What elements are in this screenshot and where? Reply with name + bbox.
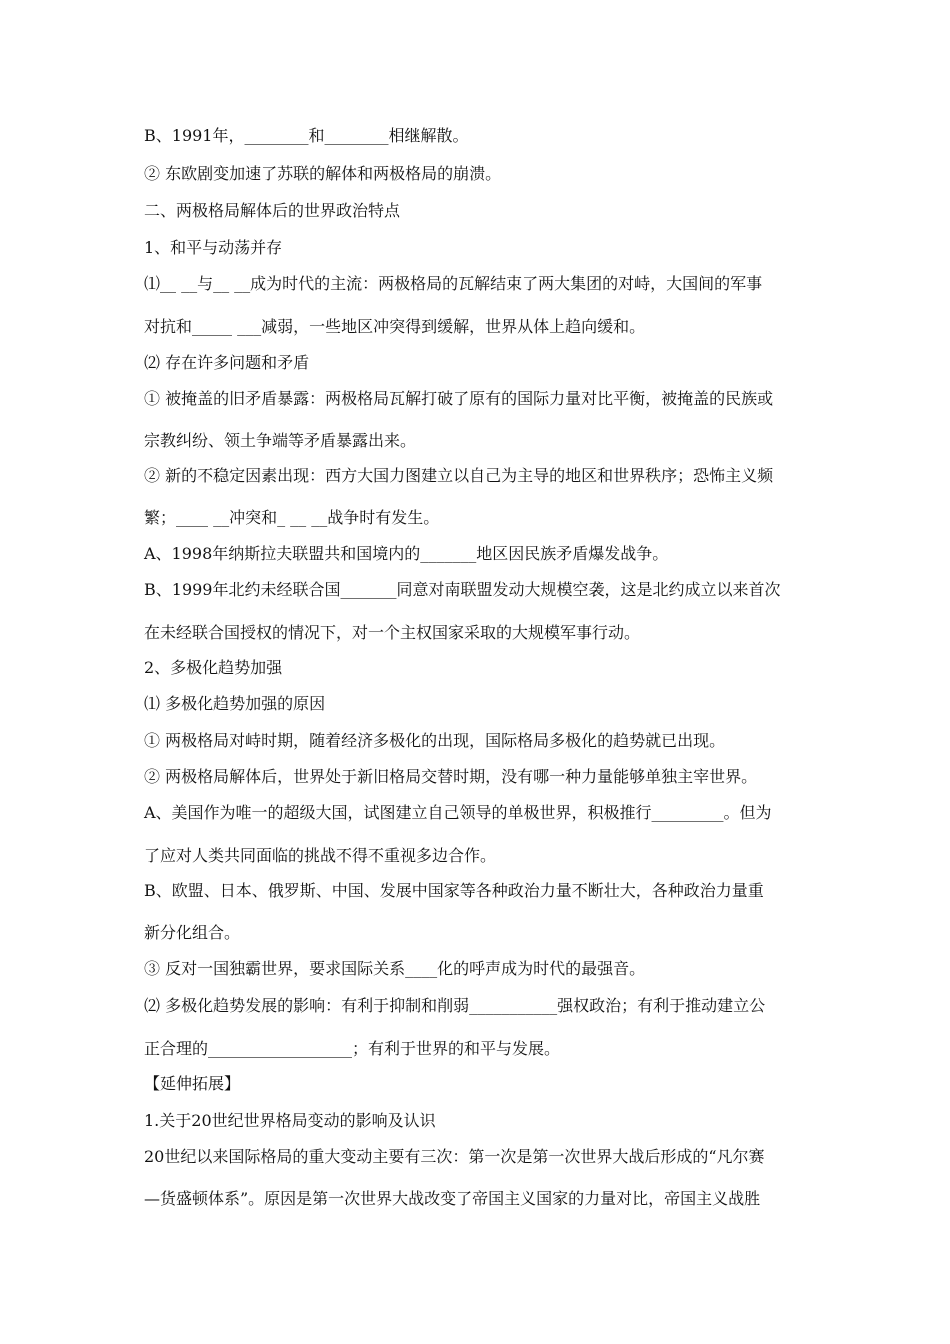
text-line: 对抗和_____ ___减弱，一些地区冲突得到缓解，世界从体上趋向缓和。	[144, 317, 646, 336]
text-line: B、1991年，________和________相继解散。	[144, 126, 469, 145]
text-line: 新分化组合。	[144, 923, 241, 942]
text-line: ② 新的不稳定因素出现：西方大国力图建立以自己为主导的地区和世界秩序；恐怖主义频	[144, 466, 774, 485]
text-line: 在未经联合国授权的情况下，对一个主权国家采取的大规模军事行动。	[144, 623, 641, 642]
subsection-heading: 1.关于20世纪世界格局变动的影响及认识	[144, 1111, 436, 1130]
section-heading: 二、两极格局解体后的世界政治特点	[144, 201, 401, 220]
text-line: 20世纪以来国际格局的重大变动主要有三次：第一次是第一次世界大战后形成的“凡尔赛	[144, 1147, 765, 1166]
text-line: 了应对人类共同面临的挑战不得不重视多边合作。	[144, 846, 497, 865]
section-heading: 【延伸拓展】	[144, 1074, 241, 1093]
text-line: ② 两极格局解体后，世界处于新旧格局交替时期，没有哪一种力量能够单独主宰世界。	[144, 767, 758, 786]
text-line: ③ 反对一国独霸世界，要求国际关系____化的呼声成为时代的最强音。	[144, 959, 646, 978]
text-line: ① 被掩盖的旧矛盾暴露：两极格局瓦解打破了原有的国际力量对比平衡，被掩盖的民族或	[144, 389, 774, 408]
subsection-heading: 1、和平与动荡并存	[144, 238, 283, 257]
text-line: ② 东欧剧变加速了苏联的解体和两极格局的崩溃。	[144, 164, 502, 183]
text-line: B、1999年北约未经联合国_______同意对南联盟发动大规模空袭，这是北约成立以来首次	[144, 580, 781, 599]
text-line: ① 两极格局对峙时期，随着经济多极化的出现，国际格局多极化的趋势就已出现。	[144, 731, 726, 750]
text-line: 正合理的__________________；有利于世界的和平与发展。	[144, 1039, 561, 1058]
text-line: ⑴ 多极化趋势加强的原因	[144, 694, 326, 713]
text-line: ⑵ 存在许多问题和矛盾	[144, 353, 310, 372]
text-line: —货盛顿体系”。原因是第一次世界大战改变了帝国主义国家的力量对比，帝国主义战胜	[144, 1189, 761, 1208]
text-line: 宗教纠纷、领土争端等矛盾暴露出来。	[144, 431, 417, 450]
text-line: B、欧盟、日本、俄罗斯、中国、发展中国家等各种政治力量不断壮大，各种政治力量重	[144, 881, 764, 900]
text-line: ⑵ 多极化趋势发展的影响：有利于抑制和削弱___________强权政治；有利于推动建立公	[144, 996, 766, 1015]
text-line: ⑴__ __与__ __成为时代的主流：两极格局的瓦解结束了两大集团的对峙，大国间的军事	[144, 274, 763, 293]
text-line: A、美国作为唯一的超级大国，试图建立自己领导的单极世界，积极推行_________。但为	[144, 803, 772, 822]
text-line: 繁；____ __冲突和_ __ __战争时有发生。	[144, 508, 440, 527]
subsection-heading: 2、多极化趋势加强	[144, 658, 283, 677]
text-line: A、1998年纳斯拉夫联盟共和国境内的_______地区因民族矛盾爆发战争。	[144, 544, 669, 563]
